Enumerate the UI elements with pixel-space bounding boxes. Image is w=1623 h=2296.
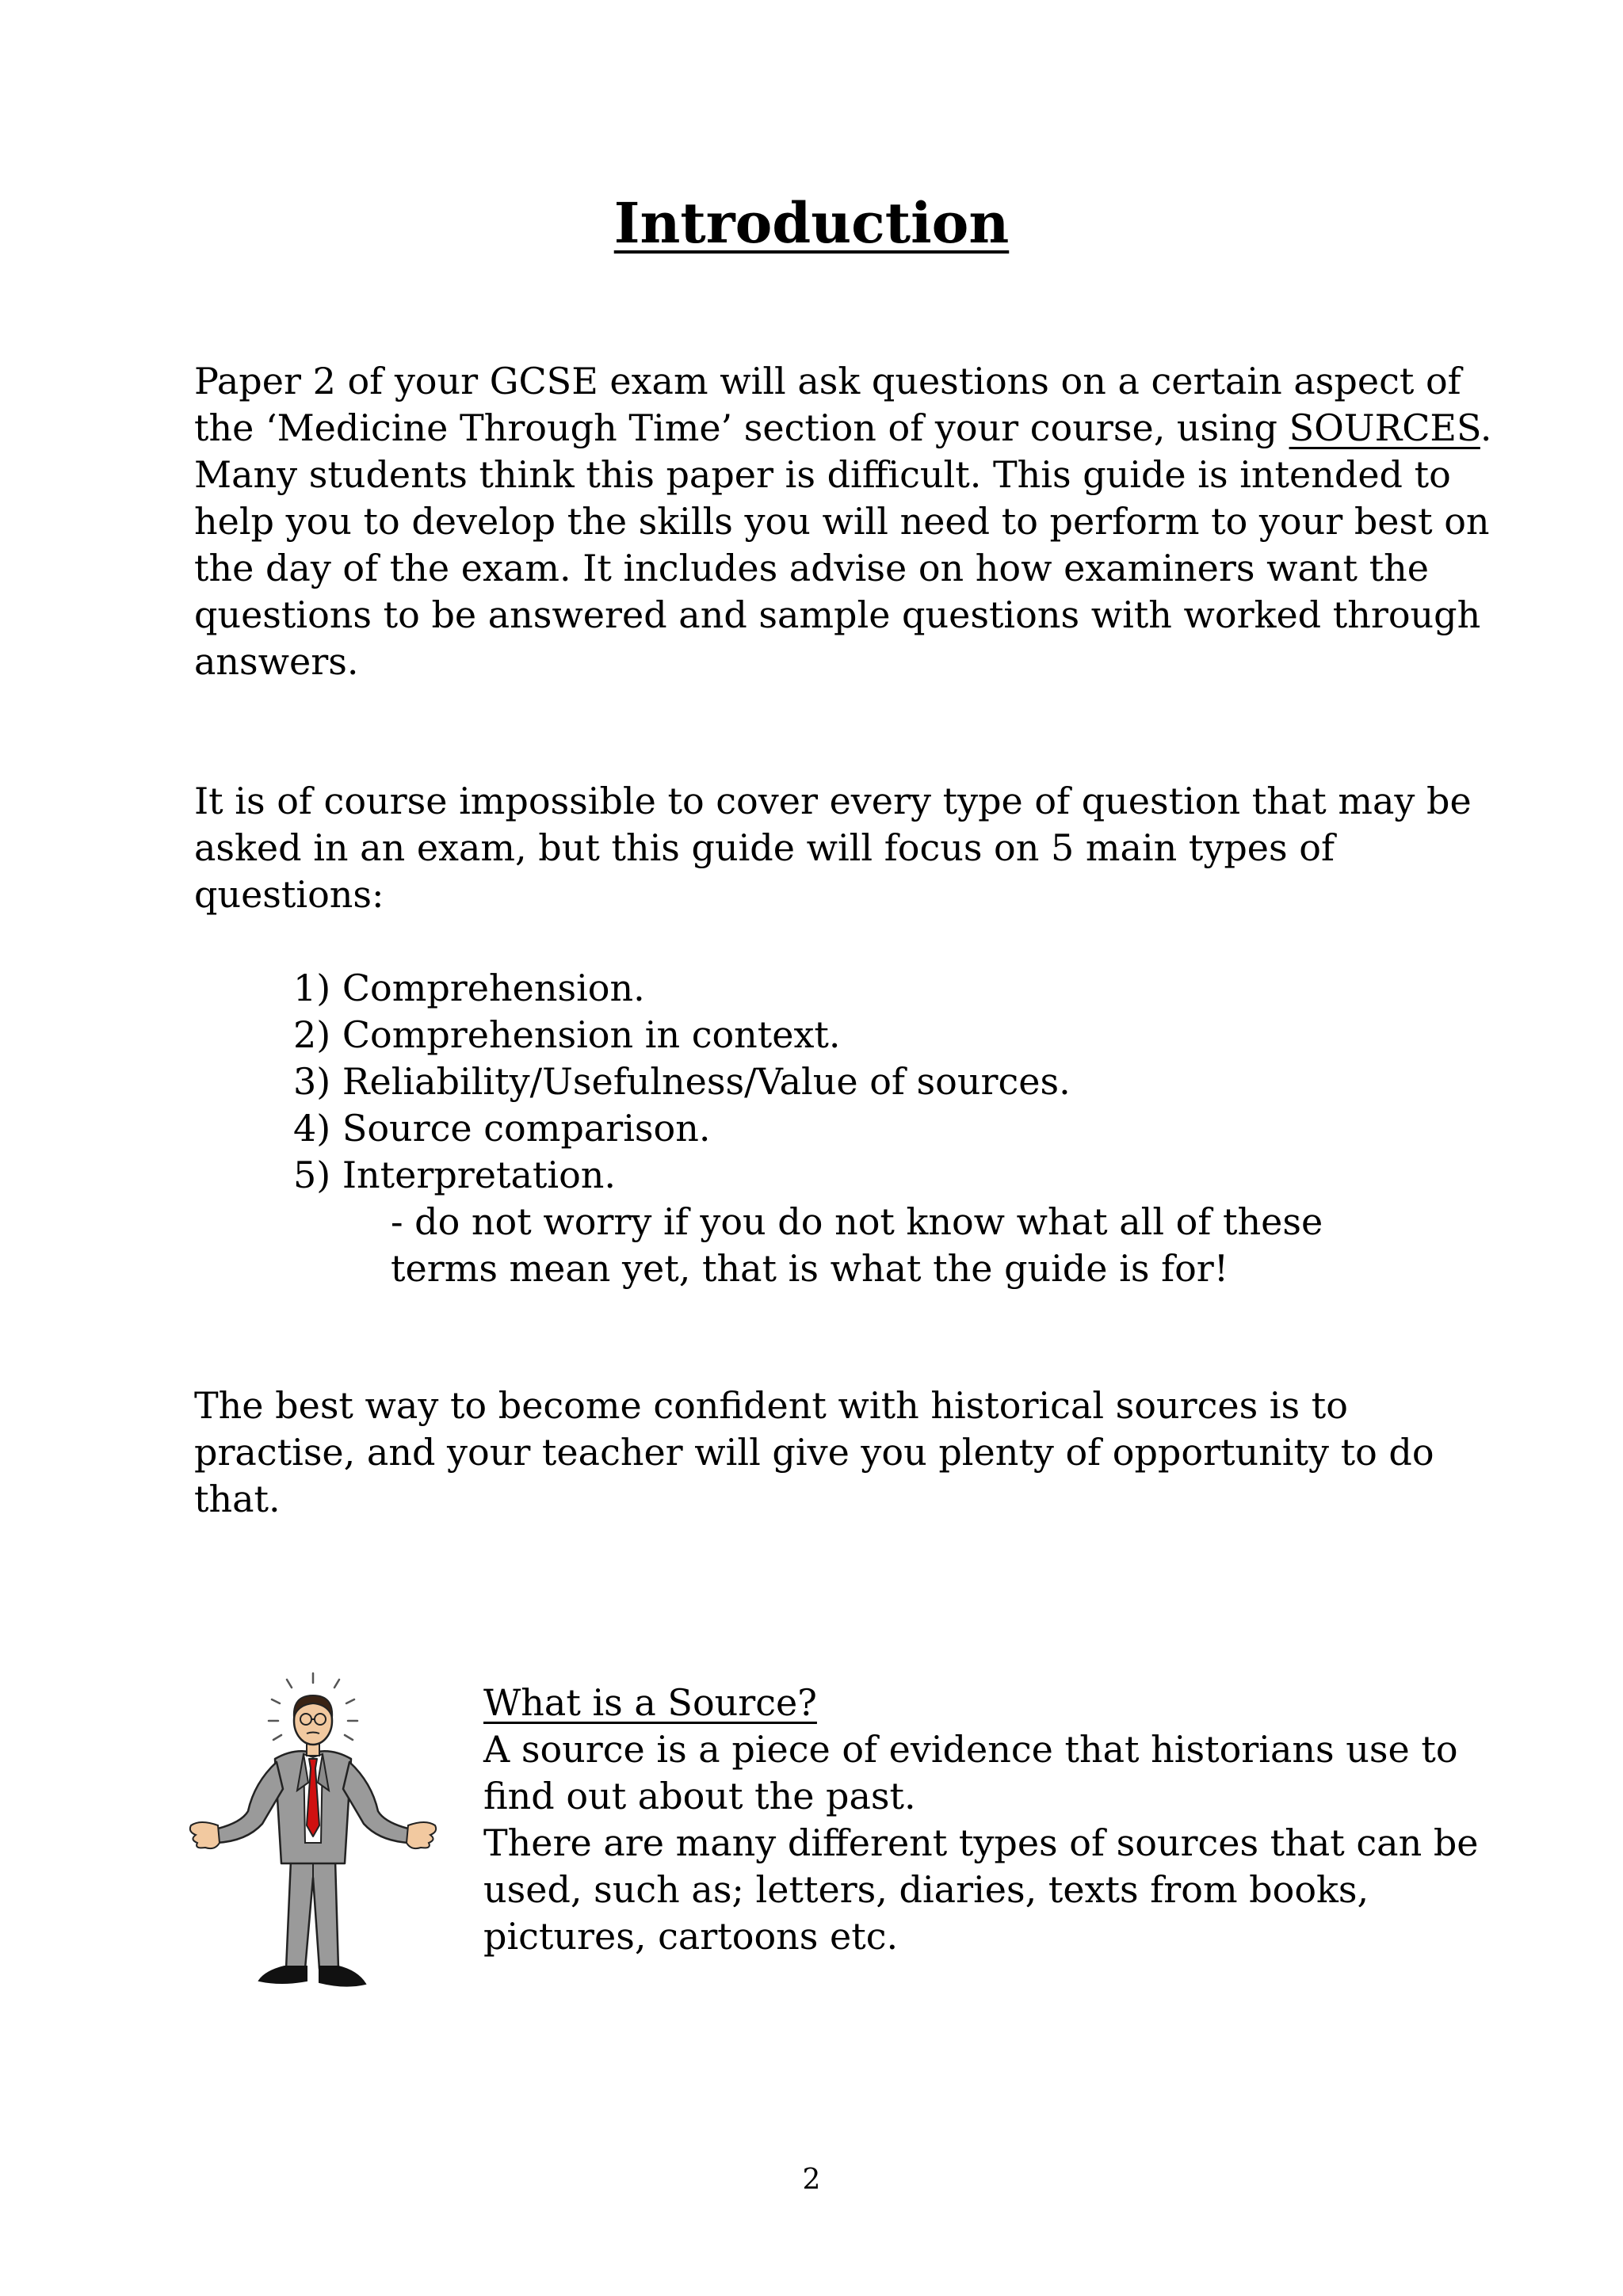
intro-text-start: Paper 2 of your GCSE exam will ask questions on a certain aspect of the ‘Medicine Through Time’ section of your course, using [194, 360, 1461, 449]
source-types: There are many different types of sources that can be used, such as; letters, diaries, texts from books, pictures, cartoons etc. [483, 1821, 1479, 1958]
practise-paragraph: The best way to become confident with historical sources is to practise, and your teacher will give you plenty of opportunity to do that. [194, 1384, 1434, 1520]
page-title: Introduction [613, 189, 1010, 256]
list-item: 3) Reliability/Usefulness/Value of sources. [293, 1060, 1071, 1103]
list-item: 2) Comprehension in context. [293, 1013, 841, 1056]
shrugging-man-illustration [186, 1656, 448, 2004]
question-types-list [293, 965, 1482, 1199]
source-definition: A source is a piece of evidence that historians use to find out about the past. [483, 1728, 1458, 1817]
terms-note: - do not worry if you do not know what all of these terms mean yet, that is what the guide is for! [391, 1200, 1323, 1290]
shrugging-man-icon [186, 1656, 448, 2004]
list-item: 1) Comprehension. [293, 967, 645, 1009]
intro-paragraph [194, 358, 1494, 685]
page-number: 2 [802, 2164, 821, 2196]
source-definition-box [483, 1680, 1514, 1960]
sources-keyword: SOURCES [1289, 406, 1480, 449]
intro-text-end: . Many students think this paper is difficult. This guide is intended to help you to develop the skills you will need to perform to your best on the day of the exam. It includes advise on how examiners want the questions to be answered and sample questions with worked through answers. [194, 406, 1492, 683]
list-item: 4) Source comparison. [293, 1107, 711, 1150]
scope-paragraph: It is of course impossible to cover every type of question that may be asked in an exam, but this guide will focus on 5 main types of questions: [194, 780, 1472, 916]
source-heading: What is a Source? [483, 1681, 817, 1724]
list-item: 5) Interpretation. [293, 1154, 617, 1196]
